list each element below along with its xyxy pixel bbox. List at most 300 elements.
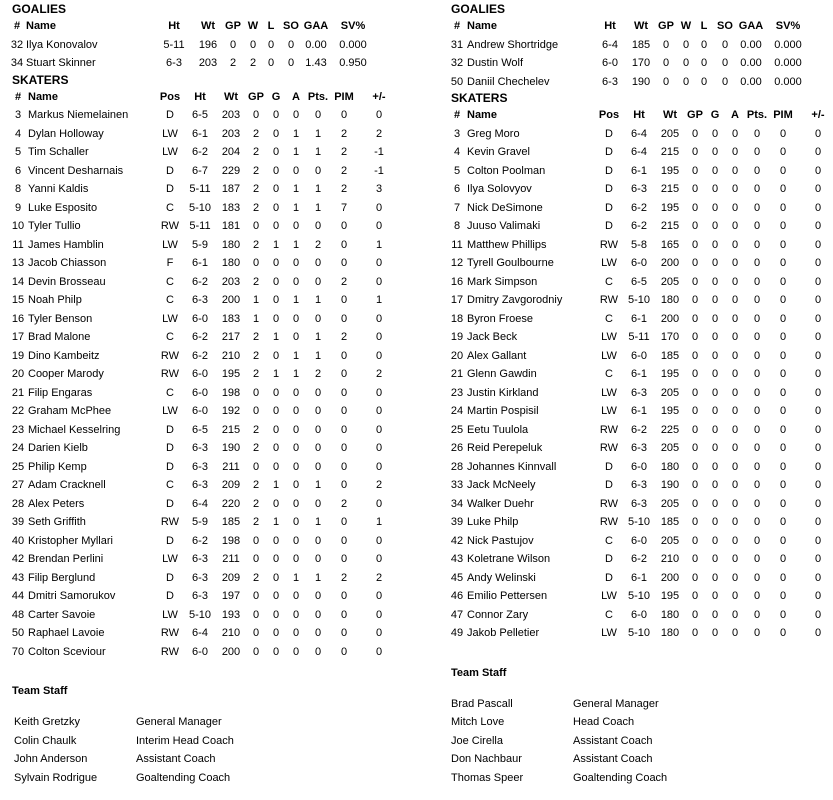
goals-cell: 0 [711,294,719,307]
skater-row [8,217,400,236]
weight-cell: 198 [221,386,241,399]
goals-cell: 0 [711,275,719,288]
position-cell: C [166,201,174,214]
assists-cell: 0 [731,386,739,399]
games-played-cell: 2 [252,423,260,436]
goals-cell: 1 [272,479,280,492]
name-cell: Juuso Valimaki [467,220,541,233]
name-cell: Filip Engaras [28,386,93,399]
height-cell: 6-4 [192,627,208,640]
save-pct-cell: 0.000 [339,38,367,51]
height-cell: 6-0 [631,257,647,270]
height-cell: 6-3 [631,497,647,510]
games-played-cell: 0 [252,534,260,547]
gaa-cell: 0.00 [740,75,762,88]
games-played-cell: 0 [252,460,260,473]
height-cell: 6-2 [631,423,647,436]
staff-role: Assistant Coach [136,753,216,766]
assists-cell: 0 [731,164,739,177]
number-cell: 8 [14,183,22,196]
assists-cell: 0 [731,460,739,473]
assists-cell: 0 [731,238,739,251]
plus-minus-cell: 0 [814,534,822,547]
position-cell: LW [162,553,178,566]
weight-cell: 197 [221,590,241,603]
points-cell: 0 [753,405,761,418]
height-cell: 6-0 [602,57,618,70]
assists-cell: 0 [292,405,300,418]
name-cell: Dylan Holloway [28,127,104,140]
name-cell: Dino Kambeitz [28,349,100,362]
losses-cell: 0 [700,75,708,88]
weight-cell: 205 [660,442,680,455]
weight-cell: 195 [660,164,680,177]
number-cell: 12 [450,257,464,270]
save-pct-cell: 0.000 [774,57,802,70]
weight-cell: 217 [221,331,241,344]
name-cell: Emilio Pettersen [467,590,548,603]
pim-cell: 0 [340,479,348,492]
skater-row [8,291,400,310]
pim-cell: 0 [340,386,348,399]
weight-cell: 209 [221,479,241,492]
column-header-name: Name [28,90,58,103]
goals-cell: 0 [711,368,719,381]
column-header-save-pct: SV% [340,20,366,33]
number-cell: 23 [450,386,464,399]
skater-row [447,421,833,440]
skater-row [447,328,833,347]
column-header-number: # [13,20,21,33]
number-cell: 20 [11,368,25,381]
number-cell: 23 [11,423,25,436]
games-played-cell: 0 [691,627,699,640]
plus-minus-cell: 0 [814,627,822,640]
staff-row [14,769,314,788]
number-cell: 6 [14,164,22,177]
number-cell: 19 [11,349,25,362]
position-cell: LW [601,331,617,344]
number-cell: 28 [11,497,25,510]
number-cell: 5 [14,146,22,159]
plus-minus-cell: 0 [814,479,822,492]
column-header-number: # [453,109,461,122]
position-cell: C [605,368,613,381]
weight-cell: 203 [221,127,241,140]
number-cell: 39 [450,516,464,529]
losses-cell: 0 [700,38,708,51]
staff-title: Team Staff [12,685,68,697]
name-cell: Connor Zary [467,608,529,621]
goals-cell: 0 [272,571,280,584]
height-cell: 6-2 [192,331,208,344]
plus-minus-cell: 0 [814,571,822,584]
skater-row [447,458,833,477]
position-cell: C [166,386,174,399]
points-cell: 2 [314,368,322,381]
height-cell: 6-0 [631,349,647,362]
plus-minus-cell: -1 [374,146,384,159]
goals-cell: 0 [711,460,719,473]
points-cell: 0 [314,442,322,455]
height-cell: 6-1 [192,257,208,270]
plus-minus-cell: 0 [375,109,383,122]
staff-name: Mitch Love [451,716,505,729]
staff-name: Colin Chaulk [14,734,77,747]
position-cell: D [166,497,174,510]
height-cell: 6-3 [192,294,208,307]
games-played-cell: 2 [252,516,260,529]
number-cell: 6 [453,183,461,196]
position-cell: RW [160,627,180,640]
pim-cell: 0 [340,423,348,436]
number-cell: 8 [453,220,461,233]
pim-cell: 0 [340,516,348,529]
assists-cell: 0 [731,294,739,307]
games-played-cell: 0 [252,608,260,621]
points-cell: 0 [753,294,761,307]
plus-minus-cell: 0 [814,553,822,566]
points-cell: 0 [753,238,761,251]
pim-cell: 0 [779,571,787,584]
assists-cell: 0 [292,257,300,270]
goals-cell: 1 [272,368,280,381]
points-cell: 0 [314,590,322,603]
goals-cell: 0 [272,294,280,307]
gaa-cell: 0.00 [740,38,762,51]
points-cell: 1 [314,201,322,214]
height-cell: 6-2 [192,275,208,288]
number-cell: 4 [453,146,461,159]
name-cell: Martin Pospisil [467,405,539,418]
number-cell: 47 [450,608,464,621]
weight-cell: 203 [221,275,241,288]
games-played-cell: 0 [252,590,260,603]
plus-minus-cell: 0 [814,423,822,436]
number-cell: 50 [450,75,464,88]
skater-row [447,476,833,495]
height-cell: 6-3 [192,553,208,566]
name-cell: Jack McNeely [467,479,536,492]
skater-row [8,587,400,606]
games-played-cell: 0 [691,423,699,436]
name-cell: Koletrane Wilson [467,553,551,566]
weight-cell: 195 [660,368,680,381]
skater-row [8,347,400,366]
pim-cell: 0 [779,534,787,547]
column-header-position: Pos [598,109,620,122]
goalies-header-row [8,17,376,36]
assists-cell: 0 [731,497,739,510]
skater-row [8,624,400,643]
height-cell: 6-2 [631,553,647,566]
position-cell: D [166,460,174,473]
column-header-weight: Wt [662,109,678,122]
pim-cell: 0 [340,349,348,362]
number-cell: 42 [450,534,464,547]
pim-cell: 2 [340,497,348,510]
number-cell: 11 [451,238,463,251]
goals-cell: 0 [711,442,719,455]
number-cell: 22 [11,405,25,418]
column-header-wins: W [247,20,259,33]
games-played-cell: 2 [252,238,260,251]
height-cell: 5-10 [188,201,212,214]
points-cell: 0 [753,608,761,621]
points-cell: 0 [753,386,761,399]
height-cell: 5-9 [192,238,208,251]
position-cell: C [605,608,613,621]
weight-cell: 180 [660,294,680,307]
name-cell: Raphael Lavoie [28,627,105,640]
staff-role: Assistant Coach [573,734,653,747]
pim-cell: 0 [779,220,787,233]
pim-cell: 0 [779,164,787,177]
height-cell: 6-0 [192,405,208,418]
name-cell: Byron Froese [467,312,534,325]
name-cell: Luke Philp [467,516,519,529]
goals-cell: 0 [272,423,280,436]
height-cell: 6-1 [631,571,647,584]
games-played-cell: 1 [252,312,260,325]
position-cell: RW [160,220,180,233]
assists-cell: 0 [731,201,739,214]
save-pct-cell: 0.000 [774,38,802,51]
points-cell: 0 [753,423,761,436]
goalies-header-row [447,17,811,36]
plus-minus-cell: 2 [375,479,383,492]
position-cell: LW [162,146,178,159]
weight-cell: 200 [660,571,680,584]
games-played-cell: 0 [691,164,699,177]
plus-minus-cell: 0 [814,331,822,344]
goals-cell: 0 [711,405,719,418]
assists-cell: 0 [292,220,300,233]
name-cell: Adam Cracknell [28,479,106,492]
height-cell: 6-3 [166,57,182,70]
points-cell: 1 [314,146,322,159]
games-played-cell: 2 [252,183,260,196]
goals-cell: 0 [272,645,280,658]
number-cell: 14 [11,275,25,288]
name-cell: Alex Peters [28,497,85,510]
skater-row [8,328,400,347]
points-cell: 1 [314,571,322,584]
pim-cell: 0 [779,349,787,362]
column-header-pim: PIM [334,90,354,103]
skater-row [8,421,400,440]
column-header-goals: G [710,109,720,122]
assists-cell: 0 [292,534,300,547]
games-played-cell: 0 [691,534,699,547]
column-header-assists: A [731,109,739,122]
skater-row [447,495,833,514]
assists-cell: 0 [731,627,739,640]
goals-cell: 0 [711,183,719,196]
games-played-cell: 2 [252,127,260,140]
name-cell: Mark Simpson [467,275,538,288]
assists-cell: 0 [731,146,739,159]
points-cell: 0 [314,645,322,658]
goals-cell: 0 [272,386,280,399]
skater-row [447,439,833,458]
number-cell: 17 [450,294,464,307]
points-cell: 1 [314,127,322,140]
points-cell: 0 [753,590,761,603]
skaters-table [8,88,400,662]
skater-row [447,402,833,421]
staff-table [451,695,751,788]
name-cell: Greg Moro [467,127,520,140]
weight-cell: 215 [221,423,241,436]
goals-cell: 0 [711,386,719,399]
position-cell: C [605,534,613,547]
name-cell: Colton Sceviour [28,645,106,658]
height-cell: 5-10 [627,294,651,307]
assists-cell: 1 [292,127,300,140]
height-cell: 6-4 [192,497,208,510]
position-cell: LW [162,312,178,325]
pim-cell: 0 [340,553,348,566]
number-cell: 16 [450,275,464,288]
number-cell: 34 [450,497,464,510]
games-played-cell: 0 [691,349,699,362]
staff-name: Brad Pascall [451,697,513,710]
goals-cell: 0 [272,164,280,177]
goals-cell: 0 [711,238,719,251]
height-cell: 6-0 [631,460,647,473]
column-header-height: Ht [168,20,180,33]
goals-cell: 0 [272,534,280,547]
pim-cell: 2 [340,183,348,196]
plus-minus-cell: 0 [375,553,383,566]
name-cell: Andrew Shortridge [467,38,559,51]
pim-cell: 0 [779,127,787,140]
goals-cell: 0 [711,331,719,344]
name-cell: Walker Duehr [467,497,534,510]
plus-minus-cell: 0 [814,201,822,214]
pim-cell: 0 [340,627,348,640]
points-cell: 0 [753,571,761,584]
plus-minus-cell: 0 [375,534,383,547]
number-cell: 48 [11,608,25,621]
assists-cell: 1 [292,368,300,381]
skaters-title: SKATERS [12,72,69,87]
position-cell: D [166,590,174,603]
games-played-cell: 2 [252,146,260,159]
name-cell: Kevin Gravel [467,146,530,159]
pim-cell: 2 [340,571,348,584]
weight-cell: 181 [221,220,241,233]
height-cell: 6-3 [631,183,647,196]
position-cell: D [605,460,613,473]
goalie-row [8,36,376,55]
position-cell: D [166,109,174,122]
points-cell: 1 [314,331,322,344]
plus-minus-cell: 0 [375,627,383,640]
weight-cell: 170 [631,57,651,70]
losses-cell: 0 [700,57,708,70]
name-cell: Luke Esposito [28,201,98,214]
skater-row [447,606,833,625]
plus-minus-cell: 0 [375,645,383,658]
games-played-cell: 0 [252,109,260,122]
skater-row [447,550,833,569]
weight-cell: 195 [660,590,680,603]
position-cell: LW [601,405,617,418]
pim-cell: 2 [340,164,348,177]
column-header-games-played: GP [687,109,703,122]
skater-row [447,587,833,606]
weight-cell: 180 [660,627,680,640]
points-cell: 2 [314,238,322,251]
number-cell: 70 [11,645,25,658]
name-cell: Markus Niemelainen [28,109,129,122]
assists-cell: 0 [731,331,739,344]
number-cell: 31 [450,38,464,51]
height-cell: 6-2 [631,201,647,214]
name-cell: Darien Kielb [28,442,88,455]
points-cell: 1 [314,479,322,492]
name-cell: Nick Pastujov [467,534,534,547]
position-cell: F [166,257,174,270]
staff-row [451,713,751,732]
assists-cell: 0 [731,405,739,418]
staff-row [14,750,314,769]
weight-cell: 205 [660,127,680,140]
goals-cell: 0 [272,608,280,621]
staff-row [451,769,751,788]
wins-cell: 0 [682,75,690,88]
skater-row [447,273,833,292]
goals-cell: 0 [272,460,280,473]
save-pct-cell: 0.950 [339,57,367,70]
height-cell: 6-3 [192,442,208,455]
skater-row [447,217,833,236]
position-cell: LW [601,627,617,640]
number-cell: 10 [11,220,25,233]
skaters-title: SKATERS [451,91,508,105]
goals-cell: 0 [272,442,280,455]
pim-cell: 0 [779,497,787,510]
position-cell: D [166,423,174,436]
games-played-cell: 2 [229,57,237,70]
number-cell: 19 [450,331,464,344]
staff-name: Sylvain Rodrigue [14,771,98,784]
name-cell: Carter Savoie [28,608,96,621]
height-cell: 6-1 [192,127,208,140]
points-cell: 0 [314,275,322,288]
name-cell: Justin Kirkland [467,386,539,399]
skater-row [447,624,833,643]
games-played-cell: 0 [691,146,699,159]
position-cell: D [605,201,613,214]
games-played-cell: 0 [691,405,699,418]
points-cell: 0 [753,460,761,473]
column-header-height: Ht [194,90,206,103]
skater-row [8,162,400,181]
plus-minus-cell: 0 [814,590,822,603]
weight-cell: 204 [221,146,241,159]
height-cell: 6-2 [192,146,208,159]
height-cell: 6-4 [602,38,618,51]
column-header-height: Ht [633,109,645,122]
weight-cell: 210 [221,349,241,362]
name-cell: Graham McPhee [28,405,112,418]
name-cell: Vincent Desharnais [28,164,124,177]
goals-cell: 0 [711,534,719,547]
goals-cell: 0 [711,516,719,529]
